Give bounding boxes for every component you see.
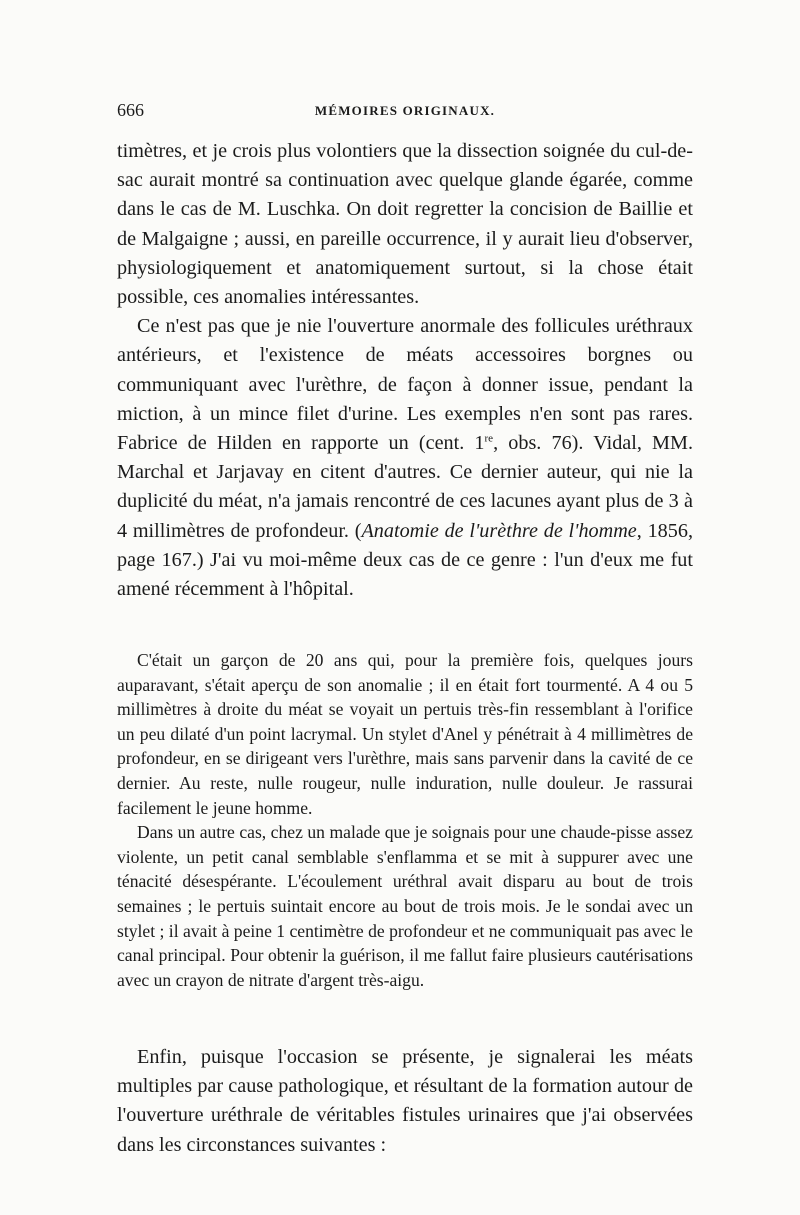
paragraph-anomalies [117,312,693,604]
paragraph-text: , obs. 76). Vidal, MM. Marchal et Jarjavay en citent d'autres. Ce dernier auteur, qui nie la duplicité du méat, n'a jamais rencontré de ces lacunes ayant plus de 3 à 4 millimètres de profondeur. ( [117,432,693,542]
paragraph-continuation: timètres, et je crois plus volontiers que la dissection soignée du cul-de-sac aurait montré sa continuation avec quelque glande égarée, comme dans le cas de M. Luschka. On doit regretter la concision de Baillie et de Malgaigne ; aussi, en pareille occurrence, il y aurait lieu d'observer, physiologiquement et anatomiquement surtout, si la chose était possible, ces anomalies intéressantes. [117,140,693,309]
page-header [117,100,693,126]
book-title-italic: Anatomie de l'urèthre de l'homme [361,519,637,542]
running-title: MÉMOIRES ORIGINAUX. [314,103,496,118]
case-paragraph-second: Dans un autre cas, chez un malade que je soignais pour une chaude-pisse assez violente, un petit canal semblable s'enflamma et se mit à suppurer avec une ténacité désespérante. L'écoulement uréthral avait disparu au bout de trois semaines ; le pertuis suintait encore au bout de trois mois. Je le sondai avec un stylet ; il avait à peine 1 centimètre de profondeur et ne communiquait pas avec le canal principal. Pour obtenir la guérison, il me fallut faire plusieurs cautérisations avec un crayon de nitrate d'argent très-aigu. [117,822,693,990]
paragraph-text: Ce n'est pas que je nie l'ouverture anormale des follicules uréthraux antérieurs, et l'existence de méats accessoires borgnes ou communiquant avec l'urèthre, de façon à donner issue, pendant la miction, à un mince filet d'urine. Les exemples n'en sont pas rares. Fabrice de Hilden en rapporte un (cent. 1 [117,315,693,455]
superscript: re [484,432,494,445]
final-text [117,1043,693,1160]
case-paragraph-first: C'était un garçon de 20 ans qui, pour la première fois, quelques jours auparavant, s'était aperçu de son anomalie ; il en était fort tourmenté. A 4 ou 5 millimètres à droite du méat se voyait un pertuis très-fin ressemblant à l'orifice un peu dilaté d'un point lacrymal. Un stylet d'Anel y pénétrait à 4 millimètres de profondeur, en se dirigeant vers l'urèthre, mais sans parvenir dans la cavité de ce dernier. Au reste, nulle rougeur, nulle induration, nulle douleur. Je rassurai facilement le jeune homme. [117,650,693,818]
main-text [117,137,693,604]
paragraph-final: Enfin, puisque l'occasion se présente, je signalerai les méats multiples par cause pathologique, et résultant de la formation autour de l'ouverture uréthrale de véritables fistules urinaires que j'ai observées dans les circonstances suivantes : [117,1046,693,1156]
paragraph-text: , 1856, page 167.) J'ai vu moi-même deux cas de ce genre : l'un d'eux me fut amené récemment à l'hôpital. [117,519,693,601]
case-observations [117,648,693,992]
page-number: 666 [117,100,144,120]
